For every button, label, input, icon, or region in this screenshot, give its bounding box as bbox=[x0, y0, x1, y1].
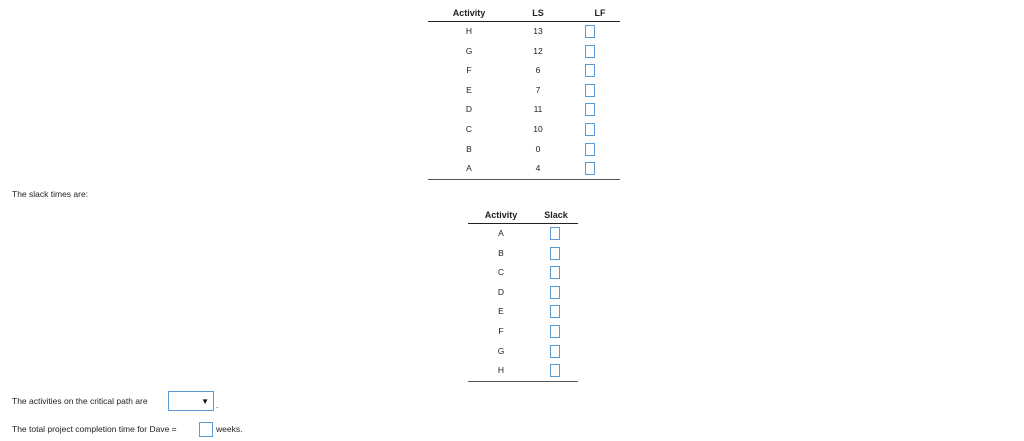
table2-activity-cell: D bbox=[497, 286, 505, 297]
table1-row bbox=[428, 61, 620, 81]
table1-ls-cell: 6 bbox=[535, 65, 541, 76]
table1-row bbox=[428, 22, 620, 42]
table1-activity-cell: E bbox=[466, 84, 472, 95]
table1-activity-cell: B bbox=[466, 143, 472, 154]
table2-row bbox=[468, 322, 578, 342]
table1-activity-cell: D bbox=[465, 104, 473, 115]
table1-ls-cell: 4 bbox=[535, 163, 541, 174]
table1-row bbox=[428, 159, 620, 179]
table1-ls-cell: 10 bbox=[533, 123, 543, 134]
table1-activity-cell: F bbox=[466, 65, 472, 76]
lf-input[interactable] bbox=[585, 103, 595, 116]
table1-ls-cell: 0 bbox=[535, 143, 541, 154]
table1-header-ls: LS bbox=[532, 8, 544, 18]
table1-activity-cell: G bbox=[465, 45, 473, 56]
critical-path-dropdown[interactable] bbox=[168, 391, 214, 411]
slack-input[interactable] bbox=[550, 364, 560, 377]
table2-activity-cell: A bbox=[498, 228, 504, 238]
slack-table bbox=[468, 210, 578, 382]
table2-header bbox=[468, 210, 578, 224]
completion-time-input[interactable] bbox=[199, 422, 213, 437]
table2-activity-cell: B bbox=[498, 247, 504, 258]
table1-header-lf: LF bbox=[594, 8, 606, 18]
ls-lf-table bbox=[428, 8, 620, 180]
lf-input[interactable] bbox=[585, 64, 595, 77]
critical-path-period: . bbox=[216, 400, 219, 410]
table2-row bbox=[468, 302, 578, 322]
table2-row bbox=[468, 283, 578, 303]
slack-input[interactable] bbox=[550, 305, 560, 318]
table2-row bbox=[468, 244, 578, 264]
table2-row bbox=[468, 361, 578, 381]
table1-header bbox=[428, 8, 620, 22]
slack-input[interactable] bbox=[550, 325, 560, 338]
table1-row bbox=[428, 42, 620, 62]
lf-input[interactable] bbox=[585, 162, 595, 175]
slack-input[interactable] bbox=[550, 286, 560, 299]
table1-ls-cell: 7 bbox=[535, 84, 541, 95]
dropdown-arrow-icon: ▼ bbox=[201, 397, 209, 406]
table2-activity-cell: C bbox=[497, 267, 505, 278]
table2-row bbox=[468, 224, 578, 244]
completion-time-unit: weeks. bbox=[216, 424, 243, 434]
table1-row bbox=[428, 140, 620, 160]
slack-intro-text: The slack times are: bbox=[12, 189, 89, 199]
table2-activity-cell: G bbox=[497, 345, 505, 356]
table2-row bbox=[468, 342, 578, 362]
table1-body bbox=[428, 22, 620, 179]
table2-header-slack: Slack bbox=[544, 210, 568, 220]
table2-header-activity: Activity bbox=[484, 210, 518, 220]
table1-header-activity: Activity bbox=[452, 8, 486, 18]
table2-body bbox=[468, 224, 578, 381]
table1-row bbox=[428, 120, 620, 140]
table2-activity-cell: E bbox=[498, 306, 504, 317]
table1-activity-cell: A bbox=[466, 163, 472, 174]
table1-row bbox=[428, 100, 620, 120]
table1-row bbox=[428, 81, 620, 101]
table2-row bbox=[468, 263, 578, 283]
slack-input[interactable] bbox=[550, 345, 560, 358]
table2-activity-cell: F bbox=[498, 325, 504, 336]
table1-ls-cell: 12 bbox=[533, 45, 543, 56]
lf-input[interactable] bbox=[585, 25, 595, 38]
lf-input[interactable] bbox=[585, 84, 595, 97]
table1-ls-cell: 11 bbox=[533, 104, 543, 115]
lf-input[interactable] bbox=[585, 143, 595, 156]
critical-path-label: The activities on the critical path are bbox=[12, 396, 148, 406]
slack-input[interactable] bbox=[550, 227, 560, 240]
completion-time-label: The total project completion time for Dave = bbox=[12, 424, 177, 434]
lf-input[interactable] bbox=[585, 45, 595, 58]
table1-activity-cell: H bbox=[465, 26, 473, 36]
lf-input[interactable] bbox=[585, 123, 595, 136]
table2-activity-cell: H bbox=[497, 365, 505, 376]
table1-activity-cell: C bbox=[465, 123, 473, 134]
table1-ls-cell: 13 bbox=[533, 26, 543, 36]
slack-input[interactable] bbox=[550, 266, 560, 279]
slack-input[interactable] bbox=[550, 247, 560, 260]
